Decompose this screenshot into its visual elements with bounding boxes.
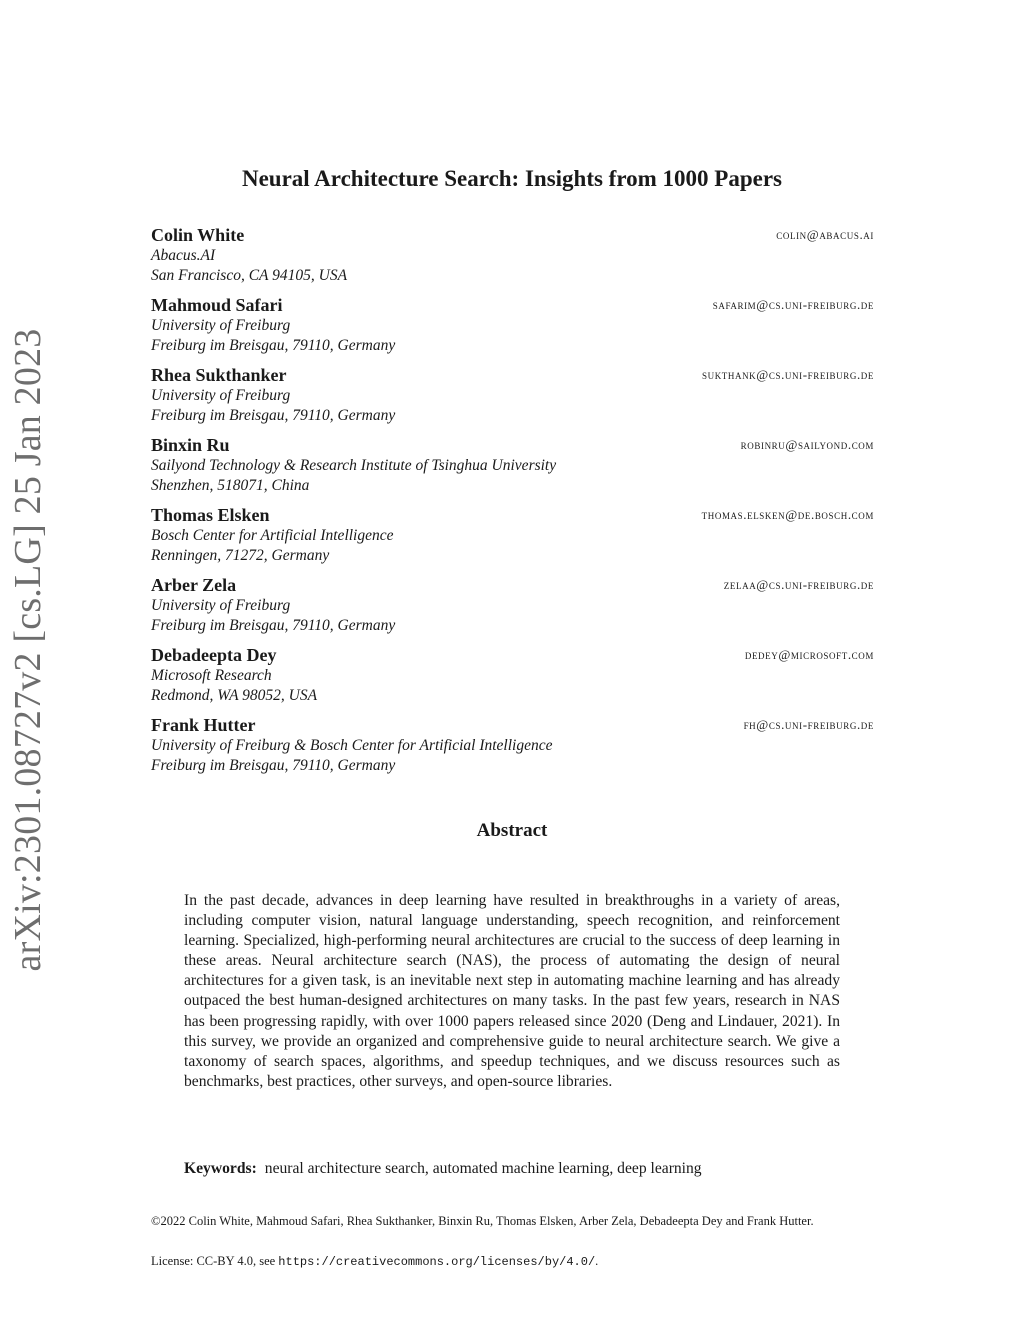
author-name: Debadeepta Dey [151, 645, 277, 665]
author-email[interactable]: thomas.elsken@de.bosch.com [701, 507, 874, 522]
author-email[interactable]: dedey@microsoft.com [744, 647, 874, 662]
author-block [151, 574, 874, 644]
author-block [151, 364, 874, 434]
author-name: Binxin Ru [151, 435, 230, 455]
author-address: Freiburg im Breisgau, 79110, Germany [151, 757, 396, 774]
author-block [151, 644, 874, 714]
author-address: Freiburg im Breisgau, 79110, Germany [151, 337, 396, 354]
author-address: San Francisco, CA 94105, USA [151, 267, 348, 284]
author-address: Redmond, WA 98052, USA [151, 687, 318, 704]
arxiv-stamp: arXiv:2301.08727v2 [cs.LG] 25 Jan 2023 [7, 328, 49, 972]
author-name: Frank Hutter [151, 715, 256, 735]
license-link[interactable]: https://creativecommons.org/licenses/by/4.0/ [278, 1255, 596, 1269]
author-address: Freiburg im Breisgau, 79110, Germany [151, 407, 396, 424]
license-suffix: . [595, 1254, 599, 1268]
author-affiliation: University of Freiburg [151, 597, 291, 614]
author-block [151, 714, 874, 794]
author-email[interactable]: fh@cs.uni-freiburg.de [743, 717, 874, 732]
author-affiliation: Sailyond Technology & Research Institute of Tsinghua University [151, 457, 557, 474]
abstract-body: In the past decade, advances in deep learning have resulted in breakthroughs in a variety of areas, including computer vision, natural language understanding, speech recognition, and reinforcement learning. Specialized, high-performing neural architectures are crucial to the success of deep learning in these areas. Neural architecture search (NAS), the process of automating the design of neural architectures for a given task, is an inevitable next step in automating machine learning and has already outpaced the best human-designed architectures on many tasks. In the past few years, research in NAS has been progressing rapidly, with over 1000 papers released since 2020 (Deng and Lindauer, 2021). In this survey, we provide an organized and comprehensive guide to neural architecture search. We give a taxonomy of search spaces, algorithms, and speedup techniques, and we discuss resources such as benchmarks, best practices, other surveys, and open-source libraries. [184, 892, 840, 1090]
paper-title: Neural Architecture Search: Insights from 1000 Papers [241, 166, 783, 191]
keywords-line [184, 1160, 702, 1178]
author-address: Freiburg im Breisgau, 79110, Germany [151, 617, 396, 634]
author-address: Shenzhen, 518071, China [151, 477, 310, 494]
author-block [151, 434, 874, 504]
author-affiliation: Bosch Center for Artificial Intelligence [151, 527, 394, 544]
author-name: Rhea Sukthanker [151, 365, 287, 385]
author-list [151, 224, 874, 794]
license-prefix: License: CC-BY 4.0, see [151, 1254, 279, 1268]
author-email[interactable]: zelaa@cs.uni-freiburg.de [723, 577, 874, 592]
author-email[interactable]: sukthank@cs.uni-freiburg.de [701, 367, 874, 382]
license-line [151, 1254, 598, 1269]
author-affiliation: University of Freiburg [151, 317, 291, 334]
author-address: Renningen, 71272, Germany [151, 547, 330, 564]
author-affiliation: Microsoft Research [151, 667, 272, 684]
author-name: Arber Zela [151, 575, 237, 595]
author-email[interactable]: colin@abacus.ai [776, 227, 874, 242]
copyright-notice: ©2022 Colin White, Mahmoud Safari, Rhea Sukthanker, Binxin Ru, Thomas Elsken, Arber Zela, Debadeepta Dey and Frank Hutter. [151, 1214, 814, 1228]
keywords-text: neural architecture search, automated machine learning, deep learning [264, 1160, 702, 1177]
author-affiliation: University of Freiburg [151, 387, 291, 404]
author-block [151, 224, 874, 294]
author-name: Thomas Elsken [151, 505, 270, 525]
author-name: Mahmoud Safari [151, 295, 283, 315]
author-block [151, 294, 874, 364]
author-affiliation: Abacus.AI [151, 247, 216, 264]
author-name: Colin White [151, 225, 245, 245]
author-email[interactable]: robinru@sailyond.com [740, 437, 874, 452]
keywords-label: Keywords: [184, 1160, 257, 1177]
abstract-heading: Abstract [476, 820, 548, 841]
author-email[interactable]: safarim@cs.uni-freiburg.de [712, 297, 874, 312]
author-affiliation: University of Freiburg & Bosch Center for Artificial Intelligence [151, 737, 553, 754]
author-block [151, 504, 874, 574]
